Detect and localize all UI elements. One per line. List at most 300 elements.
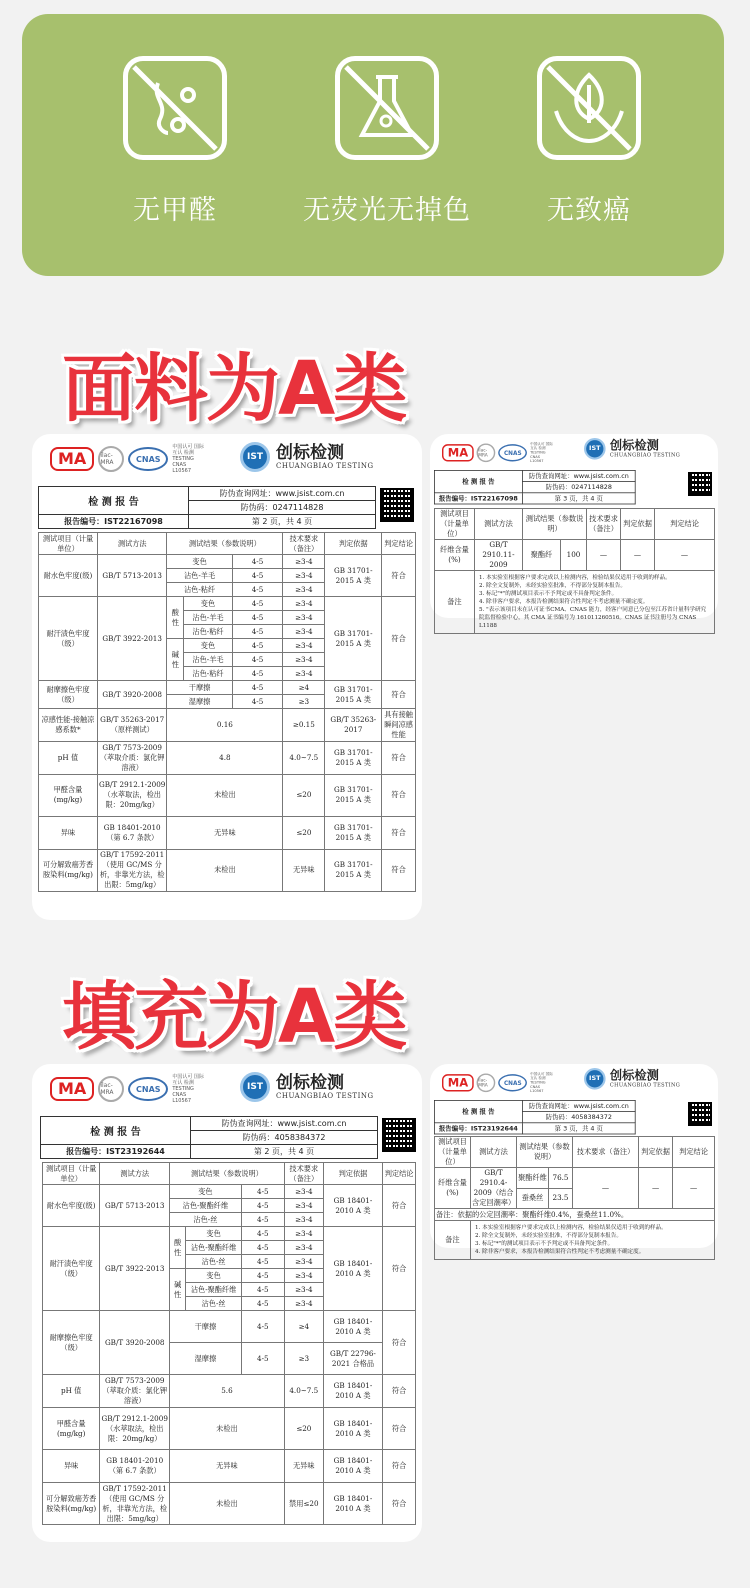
- sub-item: 沾色-羊毛: [184, 653, 232, 667]
- fiber-cell: —: [621, 540, 655, 571]
- column-header: 判定结论: [382, 533, 416, 555]
- fiber-cell: —: [639, 1168, 673, 1209]
- feature-label: 无荧光无掉色: [303, 195, 471, 226]
- qr-code: [380, 488, 414, 522]
- column-header: 测试项目（计量单位）: [435, 509, 475, 540]
- requirement: 4.0~7.5: [283, 741, 325, 774]
- result-value: 4-5: [232, 695, 283, 709]
- brand: [240, 1072, 374, 1102]
- result-value: 4-5: [232, 625, 283, 639]
- sub-item: 干摩擦: [170, 1311, 242, 1343]
- table-row: [43, 1483, 416, 1525]
- test-item: 异味: [43, 1450, 100, 1483]
- requirement: ≥3-4: [284, 1227, 323, 1241]
- conclusion: 符合: [383, 1227, 416, 1311]
- conclusion: 符合: [382, 816, 416, 849]
- ist-logo: IST: [240, 1072, 270, 1102]
- result-value: 4-5: [241, 1199, 284, 1213]
- report-site: 防伪查询网址：www.jsist.com.cn: [522, 470, 635, 481]
- basis: GB/T 22796-2021 合格品: [323, 1343, 382, 1375]
- table-row: [435, 540, 715, 571]
- basis-note: 备注：依据的公定回潮率：聚酯纤维0.4%，蚕桑丝11.0%。: [435, 1209, 715, 1221]
- table-header-row: [435, 509, 715, 540]
- basis: GB 18401-2010 A 类: [323, 1375, 382, 1408]
- fabric-report-page2: [32, 434, 422, 920]
- basis: GB 18401-2010 A 类: [323, 1408, 382, 1450]
- table-row: [435, 1209, 715, 1221]
- basis: GB 31701-2015 A 类: [325, 741, 382, 774]
- conclusion: 符合: [383, 1185, 416, 1227]
- report-no-label: 报告编号：: [438, 1124, 471, 1132]
- table-row: [39, 555, 416, 569]
- note-line: 2. 除全文复制外，未经实验室批准，不得部分复制本报告。: [475, 1233, 622, 1239]
- brand-name: 创标检测: [276, 1073, 344, 1093]
- column-header: 测试结果（参数说明）: [170, 1163, 285, 1185]
- report-page: 第 2 页，共 4 页: [189, 515, 376, 529]
- report-no: IST23192644: [106, 1147, 165, 1156]
- test-item: pH 值: [43, 1375, 100, 1408]
- requirement: ≥3-4: [283, 583, 325, 597]
- requirement: ≥3-4: [283, 653, 325, 667]
- brand-name-en: CHUANGBIAO TESTING: [609, 452, 681, 459]
- sub-item: 变色: [186, 1227, 241, 1241]
- report-no: IST22167098: [104, 517, 163, 526]
- report-no-label: 报告编号：: [66, 1147, 107, 1156]
- conclusion: 符合: [382, 681, 416, 709]
- report-header: [430, 1064, 718, 1098]
- test-method: GB/T 7573-2009（萃取介质：氯化钾溶液）: [97, 741, 166, 774]
- result-value: 4-5: [241, 1283, 284, 1297]
- requirement: 无异味: [284, 1450, 323, 1483]
- no-fluorescent-flask-icon: [335, 56, 439, 160]
- ist-logo: IST: [584, 438, 606, 460]
- test-method: GB/T 2912.1-2009（水萃取法，检出限：20mg/kg）: [97, 774, 166, 816]
- requirement: ≥3-4: [283, 611, 325, 625]
- ilac-logo: ilac-MRA: [98, 446, 124, 472]
- report-code: 防伪码：0247114828: [189, 501, 376, 515]
- ilac-logo: ilac-MRA: [477, 443, 496, 462]
- basis: GB 31701-2015 A 类: [325, 597, 382, 681]
- cert-logos: [442, 1072, 555, 1094]
- cert-logos: [50, 1074, 206, 1104]
- qr-code: [688, 1102, 712, 1126]
- result-value: 4-5: [241, 1241, 284, 1255]
- result-value: 5.6: [170, 1375, 285, 1408]
- no-carcinogen-leaf-icon: [537, 56, 641, 160]
- table-row: [39, 597, 416, 611]
- sub-item: 沾色-聚酯纤维: [186, 1283, 241, 1297]
- report-code: 防伪码：4058384372: [522, 1112, 635, 1123]
- table-row: [39, 681, 416, 695]
- cert-logos: [442, 442, 555, 464]
- cnas-logo: CNAS: [128, 447, 168, 471]
- sub-item: 变色: [167, 555, 232, 569]
- cnas-logo: CNAS: [128, 1077, 168, 1101]
- report-no-label: 报告编号：: [438, 494, 471, 502]
- result-value: 4-5: [232, 555, 283, 569]
- conclusion: 符合: [382, 741, 416, 774]
- result-value: 4-5: [232, 597, 283, 611]
- table-header-row: [39, 533, 416, 555]
- requirement: ≥3-4: [283, 597, 325, 611]
- requirement: ≥3-4: [283, 625, 325, 639]
- column-header: 测试结果（参数说明）: [523, 509, 587, 540]
- report-title: 检 测 报 告: [434, 1100, 522, 1122]
- ilac-logo: ilac-MRA: [98, 1076, 124, 1102]
- report-code: 防伪码：4058384372: [191, 1131, 378, 1145]
- column-header: 测试方法: [97, 533, 166, 555]
- notes-row: [435, 571, 715, 634]
- cnas-logo: CNAS: [498, 444, 527, 461]
- report-site: 防伪查询网址：www.jsist.com.cn: [522, 1100, 635, 1111]
- report-no-label: 报告编号：: [64, 517, 105, 526]
- result-value: 未检出: [167, 774, 283, 816]
- column-header: 判定依据: [323, 1163, 382, 1185]
- requirement: 无异味: [283, 849, 325, 891]
- conclusion: 符合: [382, 597, 416, 681]
- sub-item: 沾色-聚酯纤维: [170, 1199, 242, 1213]
- requirement: ≥3-4: [283, 569, 325, 583]
- cnas-note: 中国认可 国际互认 检测 TESTING CNAS L10567: [172, 1074, 204, 1104]
- test-item: 甲醛含量(mg/kg): [43, 1408, 100, 1450]
- table-row: [43, 1311, 416, 1343]
- result-value: 4-5: [232, 653, 283, 667]
- table-row: [39, 741, 416, 774]
- table-row: [435, 1168, 715, 1189]
- column-header: 测试结果（参数说明）: [517, 1137, 573, 1168]
- test-item: 可分解致癌芳香胺染料(mg/kg): [43, 1483, 100, 1525]
- requirement: ≥3: [283, 695, 325, 709]
- report-title: 检 测 报 告: [39, 487, 189, 515]
- notes-label: 备注: [435, 1221, 471, 1260]
- feature-no-carcinogen: [489, 56, 689, 227]
- fiber-cell: —: [673, 1168, 715, 1209]
- fiber-cell: —: [655, 540, 715, 571]
- requirement: ≥3-4: [284, 1269, 323, 1283]
- requirement: 禁用≤20: [284, 1483, 323, 1525]
- report-title: 检 测 报 告: [434, 470, 522, 492]
- note-line: 5. "表示该项目未在认可证书CMA、CNAS 能力，经客户同意已分包至江苏省计量科学研究院监督检验中心，其 CMA 证书编号为 161011260516。CNAS 证书注册号为 CNAS L1188: [479, 607, 707, 629]
- sub-item: 变色: [186, 1269, 241, 1283]
- brand: [240, 442, 374, 472]
- cert-logos: [50, 444, 206, 474]
- result-value: 4-5: [232, 681, 283, 695]
- cnas-note: 中国认可 国际互认 检测 TESTING CNAS L10567: [530, 442, 553, 464]
- result-value: 4-5: [232, 667, 283, 681]
- ist-logo: IST: [584, 1068, 606, 1090]
- test-method: GB/T 2912.1-2009（水萃取法，检出限：20mg/kg）: [100, 1408, 170, 1450]
- note-line: 2. 除全文复制外，未经实验室批准，不得部分复制本报告。: [479, 583, 626, 589]
- report-header: [32, 1064, 422, 1116]
- result-value: 4-5: [241, 1311, 284, 1343]
- requirement: ≥3-4: [284, 1241, 323, 1255]
- sub-item: 沾色-粘纤: [184, 625, 232, 639]
- basis: GB 31701-2015 A 类: [325, 555, 382, 597]
- result-value: 4-5: [232, 639, 283, 653]
- test-method: GB/T 5713-2013: [97, 555, 166, 597]
- report-info-table: [40, 1116, 378, 1159]
- test-method: GB 18401-2010（第 6.7 条款）: [100, 1450, 170, 1483]
- requirement: ≤20: [284, 1408, 323, 1450]
- result-value: 4-5: [232, 583, 283, 597]
- sub-item: 沾色-羊毛: [167, 569, 232, 583]
- requirement: ≥4: [283, 681, 325, 695]
- conclusion: 具有接触瞬间凉感性能: [382, 709, 416, 742]
- basis: GB 18401-2010 A 类: [323, 1311, 382, 1343]
- condition: 酸性: [170, 1227, 186, 1269]
- column-header: 判定依据: [325, 533, 382, 555]
- report-no: IST23192644: [470, 1124, 518, 1132]
- table-header-row: [43, 1163, 416, 1185]
- test-method: GB/T 3920-2008: [100, 1311, 170, 1375]
- ma-logo: MA: [442, 444, 474, 461]
- notes-label: 备注: [435, 571, 475, 634]
- brand-name: 创标检测: [609, 438, 659, 454]
- report-info-table: [434, 470, 636, 504]
- report-header: [430, 434, 718, 468]
- conclusion: 符合: [382, 774, 416, 816]
- sub-item: 变色: [184, 639, 232, 653]
- column-header: 测试方法: [100, 1163, 170, 1185]
- column-header: 测试结果（参数说明）: [167, 533, 283, 555]
- ma-logo: MA: [50, 447, 94, 471]
- result-value: 无异味: [167, 816, 283, 849]
- filling-report-page3: [430, 1064, 718, 1255]
- feature-no-fluorescent: [282, 56, 492, 227]
- sub-item: 沾色-聚酯纤维: [186, 1241, 241, 1255]
- result-value: 4-5: [241, 1227, 284, 1241]
- sub-item: 沾色-羊毛: [184, 611, 232, 625]
- basis: GB 31701-2015 A 类: [325, 774, 382, 816]
- requirement: ≥3-4: [284, 1213, 323, 1227]
- sub-item: 沾色-丝: [170, 1213, 242, 1227]
- result-value: 4-5: [232, 611, 283, 625]
- brand-name: 创标检测: [609, 1068, 659, 1084]
- sub-item: 变色: [170, 1185, 242, 1199]
- test-item: 耐摩擦色牢度（级）: [43, 1311, 100, 1375]
- requirement: ≤20: [283, 816, 325, 849]
- column-header: 技术要求（备注）: [573, 1137, 639, 1168]
- condition: 碱性: [167, 639, 184, 681]
- notes-row: [435, 1221, 715, 1260]
- report-code: 防伪码：0247114828: [522, 482, 635, 493]
- basis: GB 31701-2015 A 类: [325, 681, 382, 709]
- test-item: 耐摩擦色牢度（级）: [39, 681, 98, 709]
- column-header: 测试项目（计量单位）: [435, 1137, 471, 1168]
- feature-banner: [22, 14, 724, 276]
- column-header: 测试方法: [475, 509, 523, 540]
- qr-code: [688, 472, 712, 496]
- requirement: ≥4: [284, 1311, 323, 1343]
- condition: 碱性: [170, 1269, 186, 1311]
- report-no: IST22167098: [470, 494, 518, 502]
- test-method: GB/T 3920-2008: [97, 681, 166, 709]
- ma-logo: MA: [442, 1074, 474, 1091]
- fabric-section-title: 面料为A类: [62, 346, 406, 432]
- sub-item: 沾色-丝: [186, 1255, 241, 1269]
- result-value: 4.8: [167, 741, 283, 774]
- result-value: 4-5: [232, 569, 283, 583]
- condition: 酸性: [167, 597, 184, 639]
- sub-item: 沾色-粘纤: [184, 667, 232, 681]
- basis: GB 18401-2010 A 类: [323, 1227, 382, 1311]
- table-row: [43, 1450, 416, 1483]
- fiber-cell: GB/T 2910.11-2009: [475, 540, 523, 571]
- ist-logo: IST: [240, 442, 270, 472]
- test-item: 耐汗渍色牢度（级）: [39, 597, 98, 681]
- table-row: [39, 709, 416, 742]
- qr-code: [382, 1118, 416, 1152]
- brand: [584, 1068, 680, 1090]
- fiber-cell: 纤维含量(%): [435, 540, 475, 571]
- test-item: 甲醛含量(mg/kg): [39, 774, 98, 816]
- fiber-cell: —: [573, 1168, 639, 1209]
- brand-name-en: CHUANGBIAO TESTING: [276, 462, 374, 470]
- requirement: ≥3-4: [284, 1297, 323, 1311]
- basis: GB 18401-2010 A 类: [323, 1185, 382, 1227]
- fiber-cell: 纤维含量(%): [435, 1168, 471, 1209]
- note-line: 1. 本实验室根据客户要求完成以上检测内容，检验结果仅适用于收到的样品。: [475, 1225, 667, 1231]
- conclusion: 符合: [382, 849, 416, 891]
- test-item: 异味: [39, 816, 98, 849]
- test-method: GB/T 35263-2017（原样测试）: [97, 709, 166, 742]
- column-header: 测试方法: [471, 1137, 517, 1168]
- cnas-note: 中国认可 国际互认 检测 TESTING CNAS L10567: [530, 1072, 553, 1094]
- table-row: [39, 774, 416, 816]
- test-item: 凉感性能-接触凉感系数*: [39, 709, 98, 742]
- test-method: GB/T 7573-2009（萃取介质：氯化钾溶液）: [100, 1375, 170, 1408]
- result-value: 4-5: [241, 1343, 284, 1375]
- conclusion: 符合: [383, 1483, 416, 1525]
- feature-label: 无致癌: [547, 195, 631, 226]
- notes-cell: [475, 571, 715, 634]
- feature-no-formaldehyde: [75, 56, 275, 227]
- test-method: GB/T 17592-2011（使用 GC/MS 分析，非靠光方法，检出限：5mg/kg）: [100, 1483, 170, 1525]
- conclusion: 符合: [383, 1450, 416, 1483]
- report-site: 防伪查询网址：www.jsist.com.cn: [189, 487, 376, 501]
- table-row: [43, 1185, 416, 1199]
- note-line: 3. 标记"*"的测试项目表示不予判定或不具备判定条件。: [475, 1241, 614, 1247]
- conclusion: 符合: [383, 1375, 416, 1408]
- test-method: GB/T 3922-2013: [97, 597, 166, 681]
- notes-cell: [471, 1221, 715, 1260]
- sub-item: 干摩擦: [167, 681, 232, 695]
- result-value: 未检出: [170, 1408, 285, 1450]
- column-header: 技术要求（备注）: [284, 1163, 323, 1185]
- requirement: ≤20: [283, 774, 325, 816]
- result-value: 4-5: [241, 1297, 284, 1311]
- filling-report-page2: [32, 1064, 422, 1542]
- test-results-table: [38, 532, 416, 892]
- table-header-row: [435, 1137, 715, 1168]
- brand-name: 创标检测: [276, 443, 344, 463]
- result-value: 4-5: [241, 1213, 284, 1227]
- result-value: 4-5: [241, 1255, 284, 1269]
- cnas-note: 中国认可 国际互认 检测 TESTING CNAS L10567: [172, 444, 204, 474]
- requirement: ≥3-4: [283, 555, 325, 569]
- basis: GB 18401-2010 A 类: [323, 1483, 382, 1525]
- test-method: GB/T 17592-2011（使用 GC/MS 分析，非靠光方法，检出限：5mg/kg）: [97, 849, 166, 891]
- table-row: [43, 1375, 416, 1408]
- column-header: 判定结论: [655, 509, 715, 540]
- filling-section-title: 填充为A类: [62, 974, 406, 1060]
- requirement: ≥3-4: [283, 639, 325, 653]
- report-page: 第 3 页，共 4 页: [522, 493, 635, 504]
- column-header: 测试项目（计量单位）: [39, 533, 98, 555]
- test-item: pH 值: [39, 741, 98, 774]
- report-info-table: [38, 486, 376, 529]
- test-item: 耐水色牢度(级): [39, 555, 98, 597]
- requirement: ≥3-4: [283, 667, 325, 681]
- table-row: [39, 816, 416, 849]
- test-method: GB 18401-2010（第 6.7 条款）: [97, 816, 166, 849]
- fiber-cell: 100: [561, 540, 587, 571]
- sub-item: 沾色-丝: [186, 1297, 241, 1311]
- report-title: 检 测 报 告: [41, 1117, 191, 1145]
- fiber-cell: 蚕桑丝: [517, 1188, 549, 1209]
- result-value: 未检出: [170, 1483, 285, 1525]
- note-line: 4. 除非客户要求，本报告检测结果符合性判定不考虑测量不确定度。: [479, 599, 649, 605]
- fiber-content-table: [434, 1136, 715, 1260]
- column-header: 技术要求（备注）: [587, 509, 621, 540]
- result-value: 未检出: [167, 849, 283, 891]
- column-header: 测试项目（计量单位）: [43, 1163, 100, 1185]
- report-header: [32, 434, 422, 486]
- requirement: 4.0~7.5: [284, 1375, 323, 1408]
- note-line: 3. 标记"*"的测试项目表示不予判定或不具备判定条件。: [479, 591, 618, 597]
- fiber-cell: 76.5: [549, 1168, 573, 1189]
- brand-name-en: CHUANGBIAO TESTING: [609, 1082, 681, 1089]
- conclusion: 符合: [382, 555, 416, 597]
- brand: [584, 438, 680, 460]
- sub-item: 变色: [184, 597, 232, 611]
- report-page: 第 3 页，共 4 页: [522, 1123, 635, 1134]
- requirement: ≥3: [284, 1343, 323, 1375]
- table-row: [43, 1227, 416, 1241]
- column-header: 判定结论: [383, 1163, 416, 1185]
- test-item: 耐水色牢度(级): [43, 1185, 100, 1227]
- conclusion: 符合: [383, 1408, 416, 1450]
- column-header: 技术要求（备注）: [283, 533, 325, 555]
- fiber-cell: GB/T 2910.4-2009（结合含定回潮率）: [472, 1168, 516, 1207]
- test-item: 可分解致癌芳香胺染料(mg/kg): [39, 849, 98, 891]
- report-page: 第 2 页，共 4 页: [191, 1145, 378, 1159]
- table-row: [43, 1408, 416, 1450]
- result-value: 0.16: [167, 709, 283, 742]
- brand-name-en: CHUANGBIAO TESTING: [276, 1092, 374, 1100]
- requirement: ≥3-4: [284, 1199, 323, 1213]
- requirement: ≥3-4: [284, 1185, 323, 1199]
- cnas-logo: CNAS: [498, 1074, 527, 1091]
- sub-item: 沾色-粘纤: [167, 583, 232, 597]
- result-value: 4-5: [241, 1185, 284, 1199]
- test-method: GB/T 5713-2013: [100, 1185, 170, 1227]
- fiber-cell: 聚酯纤维: [517, 1168, 549, 1189]
- basis: GB 31701-2015 A 类: [325, 816, 382, 849]
- column-header: 判定依据: [639, 1137, 673, 1168]
- ma-logo: MA: [50, 1077, 94, 1101]
- conclusion: 符合: [383, 1311, 416, 1375]
- report-info-table: [434, 1100, 636, 1134]
- requirement: ≥3-4: [284, 1283, 323, 1297]
- requirement: ≥3-4: [284, 1255, 323, 1269]
- no-formaldehyde-icon: [123, 56, 227, 160]
- basis: GB 31701-2015 A 类: [325, 849, 382, 891]
- note-line: 1. 本实验室根据客户要求完成以上检测内容，检验结果仅适用于收到的样品。: [479, 575, 671, 581]
- feature-label: 无甲醛: [133, 195, 217, 226]
- test-method: GB/T 3922-2013: [100, 1227, 170, 1311]
- sub-item: 湿摩擦: [167, 695, 232, 709]
